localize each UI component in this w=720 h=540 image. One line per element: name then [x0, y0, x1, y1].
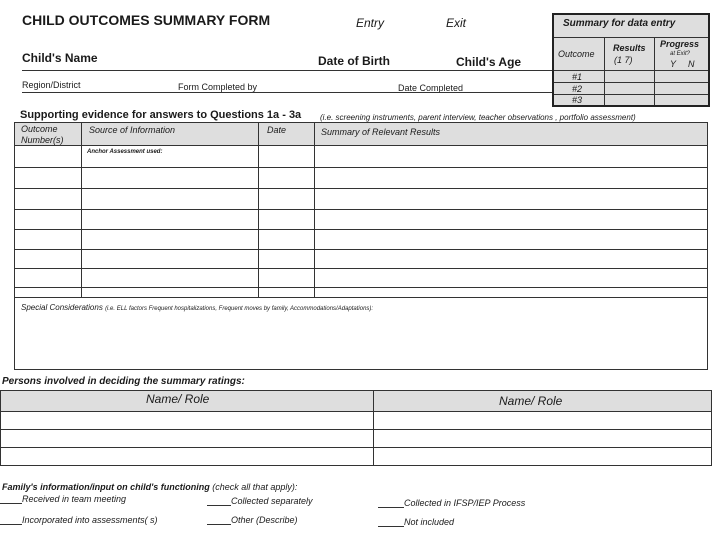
summary-col-n: N — [688, 59, 695, 69]
persons-col-left: Name/ Role — [146, 392, 210, 406]
form-title: CHILD OUTCOMES SUMMARY FORM — [22, 12, 271, 28]
date-of-birth-label: Date of Birth — [318, 54, 390, 68]
persons-row-line — [1, 429, 711, 430]
family-heading-note: (check all that apply): — [212, 482, 298, 492]
evidence-row-line — [15, 167, 707, 168]
region-district-label: Region/District — [22, 80, 81, 90]
special-considerations-note: (i.e. ELL factors Frequent hospitalizations, Frequent moves by family, Accommodations/Adaptations): — [105, 306, 374, 312]
family-option-label: Collected in IFSP/IEP Process — [404, 498, 526, 508]
summary-col-y: Y — [670, 59, 677, 69]
evidence-row-line — [15, 209, 707, 210]
form-completed-by-label: Form Completed by — [178, 82, 258, 92]
family-option-collected-separately[interactable] — [207, 496, 313, 506]
evidence-col-line-3 — [314, 123, 315, 297]
summary-title: Summary for data entry — [563, 18, 676, 29]
family-option-label: Other (Describe) — [231, 515, 298, 525]
family-option-collected-ifsp[interactable] — [378, 498, 525, 508]
summary-col-progress: Progress — [660, 39, 700, 49]
evidence-col-date: Date — [267, 125, 287, 135]
summary-row-line-1 — [554, 82, 708, 83]
summary-col-progress-sub: at Exit? — [670, 51, 691, 57]
evidence-col-summary: Summary of Relevant Results — [321, 127, 441, 137]
persons-heading: Persons involved in deciding the summary ratings: — [2, 376, 245, 387]
summary-row-2: #2 — [572, 84, 583, 94]
region-line — [22, 92, 552, 93]
summary-box — [552, 13, 710, 107]
family-option-label: Collected separately — [231, 496, 313, 506]
evidence-col-line-1 — [81, 123, 82, 297]
persons-table — [0, 390, 712, 466]
anchor-assessment-label: Anchor Assessment used: — [87, 149, 163, 155]
summary-header-line — [554, 70, 708, 71]
evidence-col-source: Source of Information — [89, 125, 176, 135]
persons-col-right: Name/ Role — [499, 394, 563, 408]
childs-age-label: Child's Age — [456, 55, 522, 69]
family-heading: Family's information/input on child's functioning — [2, 482, 210, 492]
evidence-row-line — [15, 145, 707, 146]
childs-name-line — [22, 70, 552, 71]
evidence-col-line-2 — [258, 123, 259, 297]
evidence-row-line — [15, 297, 707, 298]
evidence-row-line — [15, 229, 707, 230]
evidence-row-line — [15, 249, 707, 250]
persons-row-line — [1, 411, 711, 412]
special-considerations — [21, 303, 373, 312]
evidence-row-line — [15, 287, 707, 288]
evidence-row-line — [15, 188, 707, 189]
summary-divider — [554, 37, 708, 38]
evidence-col-outcome: Outcome Number(s) — [21, 124, 64, 145]
family-option-not-included[interactable] — [378, 517, 454, 527]
special-considerations-label: Special Considerations — [21, 303, 103, 312]
persons-row-line — [1, 447, 711, 448]
evidence-table — [14, 122, 708, 370]
family-option-label: Received in team meeting — [22, 494, 127, 504]
summary-col-results: Results — [613, 43, 646, 53]
family-option-other[interactable] — [207, 515, 298, 525]
summary-row-1: #1 — [572, 72, 583, 82]
family-heading-row — [2, 482, 297, 492]
summary-col-results-range: (1 7) — [614, 55, 633, 65]
date-completed-label: Date Completed — [398, 83, 464, 93]
evidence-heading: Supporting evidence for answers to Questions 1a - 3a — [20, 109, 302, 121]
summary-col-outcome: Outcome — [558, 49, 595, 59]
evidence-note: (i.e. screening instruments, parent interview, teacher observations , portfolio assessment) — [320, 113, 636, 122]
exit-label: Exit — [446, 16, 467, 30]
family-option-label: Incorporated into assessments( s) — [22, 515, 158, 525]
evidence-row-line — [15, 268, 707, 269]
family-option-received[interactable] — [0, 494, 126, 504]
family-option-incorporated[interactable] — [0, 515, 158, 525]
entry-label: Entry — [356, 16, 385, 30]
summary-row-3: #3 — [572, 95, 583, 105]
childs-name-label: Child's Name — [22, 51, 98, 65]
persons-header-bg — [1, 391, 711, 411]
family-option-label: Not included — [404, 517, 455, 527]
persons-col-line — [373, 391, 374, 465]
